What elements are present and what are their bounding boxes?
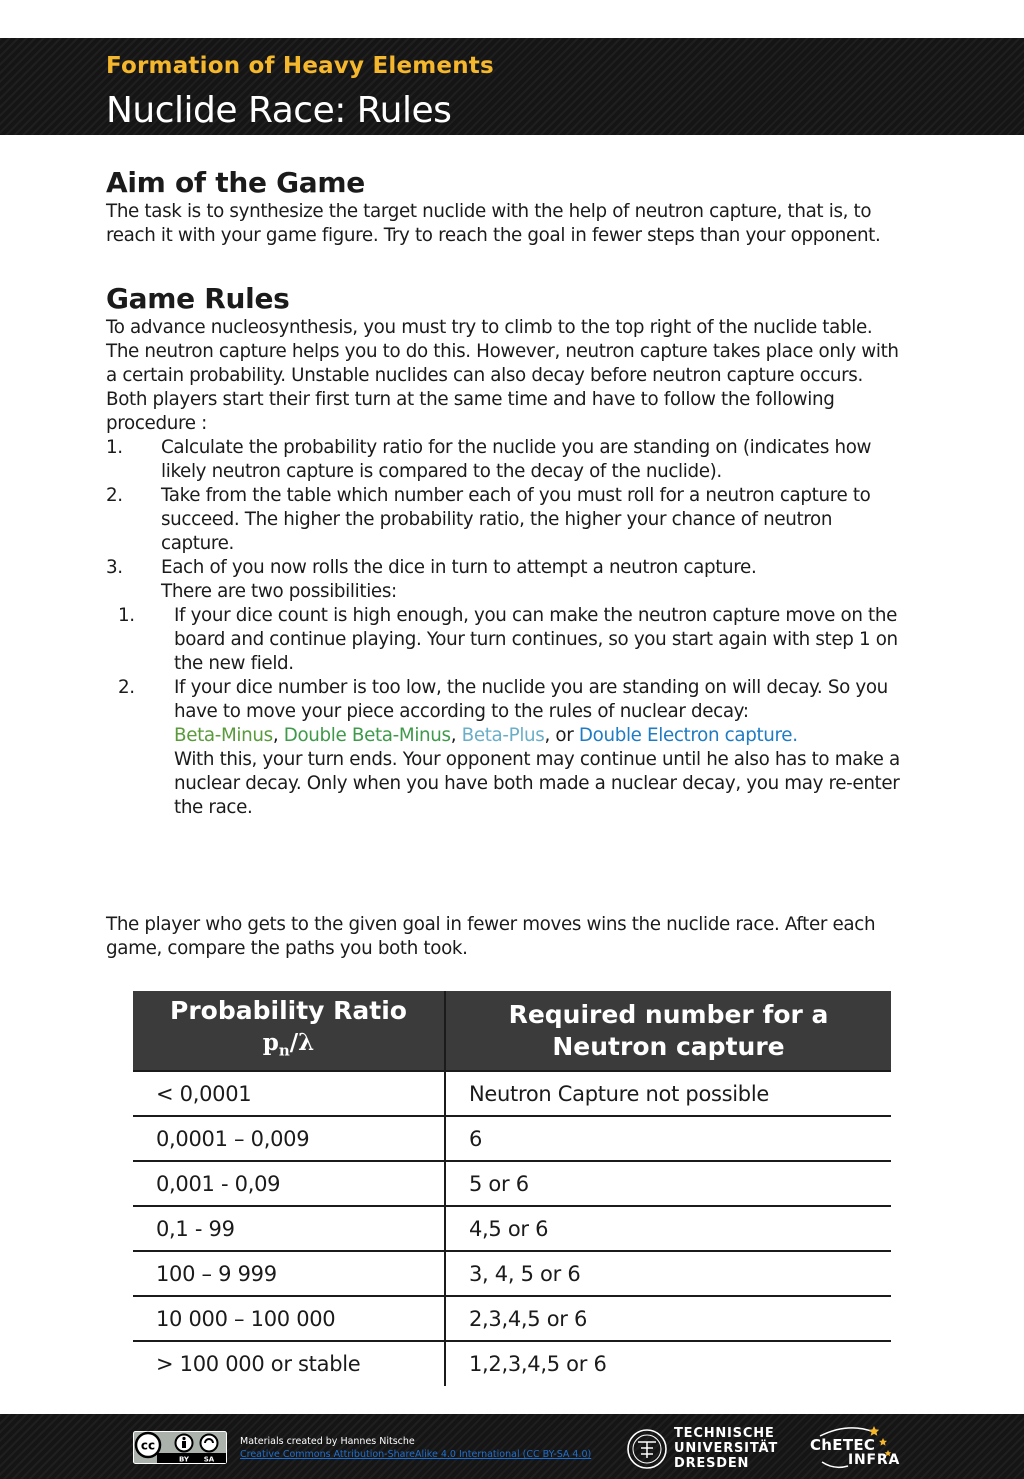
steps-list [106, 436, 906, 604]
header-probability-ratio-label: Probability Ratio [170, 995, 407, 1025]
step-number: 3. [106, 557, 123, 578]
cell-required: 6 [445, 1116, 891, 1161]
header-required-line1: Required number for a [508, 999, 829, 1029]
decay-double-electron-capture: Double Electron capture. [578, 725, 798, 746]
step-text: Each of you now rolls the dice in turn to attempt a neutron capture. [161, 557, 757, 578]
table-row [133, 1206, 891, 1251]
cc-sa-text: SA [203, 1455, 215, 1464]
table-header-row [133, 991, 891, 1071]
cell-required: 5 or 6 [445, 1161, 891, 1206]
chetec-infra-logo [808, 1422, 901, 1472]
cell-ratio: 0,1 - 99 [133, 1206, 445, 1251]
tu-dresden-logo [626, 1425, 786, 1471]
table-row [133, 1116, 891, 1161]
license-link[interactable]: Creative Commons Attribution-ShareAlike 4.0 International (CC BY-SA 4.0) [240, 1449, 592, 1460]
decay-after-text: With this, your turn ends. Your opponent may continue until he also has to make a nuclear decay. Only when you have both made a nuclear decay, you may re-enter the race. [174, 749, 900, 818]
cell-required: 2,3,4,5 or 6 [445, 1296, 891, 1341]
tu-dresden-seal-icon [626, 1428, 668, 1470]
decay-beta-minus: Beta-Minus [174, 725, 273, 746]
cell-required: 3, 4, 5 or 6 [445, 1251, 891, 1296]
footer-bar [0, 1414, 1024, 1479]
tud-line2: UNIVERSITÄT [674, 1441, 779, 1456]
cc-by-text: BY [178, 1455, 190, 1464]
probability-formula [133, 1027, 444, 1067]
step-item [106, 436, 906, 484]
credit-text: Materials created by Hannes Nitsche [240, 1436, 415, 1447]
decay-double-beta-minus: Double Beta-Minus [283, 725, 451, 746]
formula-sub: n [278, 1041, 290, 1060]
cell-ratio: 10 000 – 100 000 [133, 1296, 445, 1341]
spacer [106, 248, 906, 282]
substep-item [118, 604, 906, 676]
header-probability-ratio [133, 991, 445, 1071]
table-row [133, 1296, 891, 1341]
rules-intro-procedure: Both players start their first turn at the same time and have to follow the following procedure : [106, 389, 835, 434]
page-title: Nuclide Race: Rules [106, 90, 452, 131]
cell-ratio: 0,001 - 0,09 [133, 1161, 445, 1206]
step-number: 1. [106, 437, 123, 458]
substep-number: 1. [118, 605, 135, 626]
tu-dresden-wordmark [674, 1426, 778, 1471]
header-banner [0, 38, 1024, 135]
aim-text: The task is to synthesize the target nuclide with the help of neutron capture, that is, to reach it with your game figure. Try to reach the goal in fewer steps than your opponent. [106, 201, 881, 246]
main-content [106, 166, 906, 820]
decay-or: or [555, 725, 574, 746]
cell-ratio: < 0,0001 [133, 1071, 445, 1116]
aim-heading: Aim of the Game [106, 166, 365, 199]
substep-text: If your dice count is high enough, you can make the neutron capture move on the board and continue playing. Your turn continues, so you start again with step 1 on the new field. [174, 605, 898, 674]
step-text: Calculate the probability ratio for the nuclide you are standing on (indicates how likely neutron capture is compared to the decay of the nuclide). [161, 437, 872, 482]
table-row [133, 1071, 891, 1116]
substep-text: If your dice number is too low, the nuclide you are standing on will decay. So you have to move your piece according to the rules of nuclear decay: [174, 677, 888, 722]
chetec-line2: INFRA [848, 1452, 901, 1468]
header-required-number [445, 991, 891, 1071]
step-number: 2. [106, 485, 123, 506]
cell-ratio: 100 – 9 999 [133, 1251, 445, 1296]
cell-ratio: > 100 000 or stable [156, 1352, 361, 1376]
decay-beta-plus: Beta-Plus [461, 725, 545, 746]
chetec-line1: ChETEC [810, 1436, 876, 1454]
section-kicker: Formation of Heavy Elements [106, 53, 494, 79]
formula-p: p [262, 1028, 279, 1056]
substep-item: 2. If your dice number is too low, the nuclide you are standing on will decay. So you have to move your piece according to the rules of nuclear decay: Beta-Minus, Double Beta-Minus, Beta-Plus, or Double Electron capture. With this, your turn ends. Your opponent may continue until he also has to make a nuclear decay. Only when you have both made a nuclear decay, you may re-enter the race. [118, 677, 900, 818]
table-row [133, 1251, 891, 1296]
step-item [106, 556, 906, 604]
table-row [133, 1161, 891, 1206]
table-row [133, 1341, 891, 1386]
tud-line3: DRESDEN [674, 1456, 750, 1471]
step-text: Take from the table which number each of you must roll for a neutron capture to succeed. The higher the probability ratio, the higher your chance of neutron capture. [161, 485, 871, 554]
closing-text: The player who gets to the given goal in fewer moves wins the nuclide race. After each game, compare the paths you both took. [106, 914, 876, 959]
cell-required: Neutron Capture not possible [445, 1071, 891, 1116]
cc-by-sa-icon [133, 1431, 227, 1464]
substeps-list [118, 604, 906, 820]
probability-table [133, 991, 891, 1386]
step-text-possibilities: There are two possibilities: [161, 581, 397, 602]
tud-line1: TECHNISCHE [674, 1426, 775, 1441]
cell-ratio: 0,0001 – 0,009 [133, 1116, 445, 1161]
cc-mark-text: cc [140, 1438, 156, 1453]
substep-number: 2. [118, 677, 135, 698]
cell-required: 4,5 or 6 [445, 1206, 891, 1251]
cell-required: 1,2,3,4,5 or 6 [445, 1341, 891, 1386]
rules-intro: To advance nucleosynthesis, you must try to climb to the top right of the nuclide table. The neutron capture helps you to do this. However, neutron capture takes place only with a certain probability. Unstable nuclides can also decay before neutron capture occurs. [106, 317, 899, 386]
formula-rest: /λ [289, 1028, 315, 1056]
step-item [106, 484, 906, 556]
header-required-line2: Neutron capture [552, 1031, 785, 1061]
rules-heading: Game Rules [106, 282, 290, 315]
